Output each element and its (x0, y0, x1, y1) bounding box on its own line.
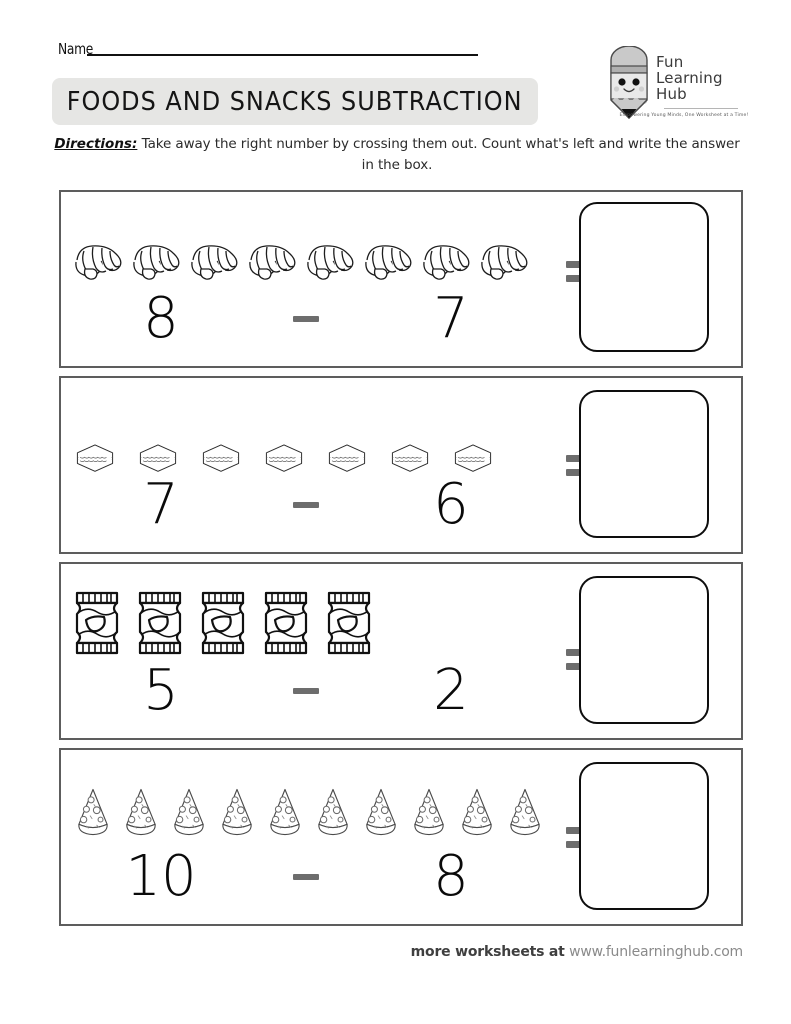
pizza-slice-icon[interactable] (168, 787, 209, 840)
pizza-slice-icon[interactable] (120, 787, 161, 840)
worksheet-title-banner (52, 78, 538, 125)
subtrahend: 6 (433, 472, 469, 537)
answer-box[interactable] (579, 202, 709, 352)
name-label: Name (58, 40, 93, 58)
croissant-icon[interactable] (477, 239, 533, 283)
footer-url[interactable]: www.funlearninghub.com (569, 944, 743, 960)
directions (52, 134, 742, 176)
minuend: 10 (125, 844, 197, 909)
pencil-mascot-icon (605, 46, 653, 120)
subtrahend: 8 (433, 844, 469, 909)
equation (71, 466, 541, 544)
minus-operator-icon (251, 316, 361, 322)
chip-bag-icon[interactable] (134, 590, 186, 656)
equation (71, 652, 541, 730)
chip-bag-icon[interactable] (197, 590, 249, 656)
equation (71, 838, 541, 916)
footer-cta: more worksheets at (410, 944, 565, 960)
pizza-slice-icon[interactable] (312, 787, 353, 840)
minus-operator-icon (251, 874, 361, 880)
brand-divider (664, 108, 738, 109)
problem-list (59, 190, 743, 934)
croissant-icon[interactable] (419, 239, 475, 283)
croissant-icon[interactable] (129, 239, 185, 283)
croissant-icon[interactable] (245, 239, 301, 283)
footer (0, 944, 743, 960)
problem-row (59, 748, 743, 926)
answer-box[interactable] (579, 390, 709, 538)
directions-label: Directions: (54, 136, 138, 152)
minuend: 8 (143, 286, 179, 351)
problem-row (59, 562, 743, 740)
croissant-icon[interactable] (71, 239, 127, 283)
chip-bag-icon[interactable] (71, 590, 123, 656)
chip-bag-icon[interactable] (260, 590, 312, 656)
equation (71, 280, 541, 358)
problem-row (59, 376, 743, 554)
pizza-slice-icon[interactable] (72, 787, 113, 840)
minuend: 7 (143, 472, 179, 537)
pizza-slice-icon[interactable] (456, 787, 497, 840)
directions-body: Take away the right number by crossing them out. Count what's left and write the answer in the box. (141, 136, 740, 173)
chip-bag-icon[interactable] (323, 590, 375, 656)
subtrahend: 7 (433, 286, 469, 351)
countable-items-chip-bag[interactable] (71, 588, 541, 658)
answer-box[interactable] (579, 576, 709, 724)
brand-wordmark (656, 54, 748, 102)
pizza-slice-icon[interactable] (264, 787, 305, 840)
answer-box[interactable] (579, 762, 709, 910)
minus-operator-icon (251, 502, 361, 508)
croissant-icon[interactable] (303, 239, 359, 283)
brand-line-1: Fun (656, 53, 684, 71)
minuend: 5 (143, 658, 179, 723)
brand-logo (600, 46, 750, 130)
minus-operator-icon (251, 688, 361, 694)
croissant-icon[interactable] (187, 239, 243, 283)
brand-line-3: Hub (656, 85, 687, 103)
problem-row (59, 190, 743, 368)
pizza-slice-icon[interactable] (408, 787, 449, 840)
brand-tagline: Empowering Young Minds, One Worksheet at a Time! (619, 113, 749, 118)
name-write-line[interactable] (87, 54, 478, 56)
subtrahend: 2 (433, 658, 469, 723)
name-field-row (58, 34, 478, 58)
pizza-slice-icon[interactable] (504, 787, 545, 840)
brand-line-2: Learning (656, 69, 723, 87)
croissant-icon[interactable] (361, 239, 417, 283)
pizza-slice-icon[interactable] (216, 787, 257, 840)
pizza-slice-icon[interactable] (360, 787, 401, 840)
page-title: FOODS AND SNACKS SUBTRACTION (66, 86, 523, 117)
